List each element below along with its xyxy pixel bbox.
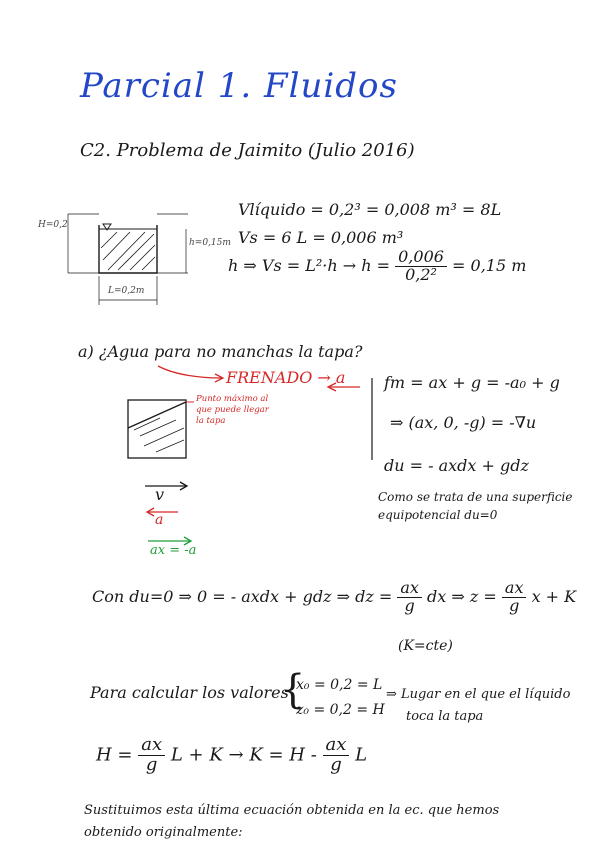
brace-symbol: { bbox=[280, 667, 306, 713]
volume-line-1: Vlíquido = 0,2³ = 0,008 m³ = 8L bbox=[238, 200, 502, 219]
a-label: a bbox=[155, 512, 164, 528]
eq-fm: fm = ax + g = -a₀ + g bbox=[384, 373, 560, 392]
volume-line-2: Vs = 6 L = 0,006 m³ bbox=[238, 228, 404, 247]
section-heading: C2. Problema de Jaimito (Julio 2016) bbox=[80, 140, 415, 161]
constant-note: (K=cte) bbox=[398, 638, 453, 654]
part-a-heading: a) ¿Agua para no manchas la tapa? bbox=[78, 342, 363, 361]
braking-label: FRENADO → a bbox=[226, 368, 346, 387]
max-point-note: Punto máximo al que puede llegar la tapa bbox=[196, 394, 269, 426]
ax-label: ax = -a bbox=[150, 543, 197, 558]
velocity-arrow bbox=[145, 482, 187, 490]
derivation-line: Con du=0 ⇒ 0 = - axdx + gdz ⇒ dz = $\frac{ax}{g}$ dx ⇒ z = $\frac{ax}{g}$ x + K bbox=[92, 578, 577, 615]
tank-L-label: L=0,2m bbox=[108, 286, 145, 296]
tank-h-label: h=0,15m bbox=[189, 238, 231, 248]
contact-note: ⇒ Lugar en el que el líquido toca la tapa bbox=[386, 687, 571, 724]
values-intro: Para calcular los valores bbox=[90, 683, 289, 702]
equipotential-note: Como se trata de una superficie equipotencial du=0 bbox=[378, 490, 573, 522]
tank-H-label: H=0,2 bbox=[38, 220, 68, 230]
H-equation: H = $\frac{ax}{g}$ L + K → K = H - $\frac{ax}{g}$ L bbox=[96, 734, 368, 775]
x0-value: x₀ = 0,2 = L bbox=[296, 677, 383, 693]
volume-line-3: h ⇒ Vs = L²·h → h = $\frac{0,006}{\text{0,2²}}$ = 0,15 m bbox=[228, 247, 527, 284]
v-label: v bbox=[155, 485, 165, 504]
eq-grad: ⇒ (ax, 0, -g) = -∇u bbox=[390, 413, 537, 432]
page-title: Parcial 1. Fluidos bbox=[80, 66, 398, 106]
accelerated-tank bbox=[128, 400, 186, 458]
eq-du: du = - axdx + gdz bbox=[384, 456, 529, 475]
closing-text: Sustituimos esta última ecuación obtenida en la ec. que hemos obtenido originalmente: bbox=[84, 803, 500, 840]
z0-value: z₀ = 0,2 = H bbox=[296, 702, 385, 718]
